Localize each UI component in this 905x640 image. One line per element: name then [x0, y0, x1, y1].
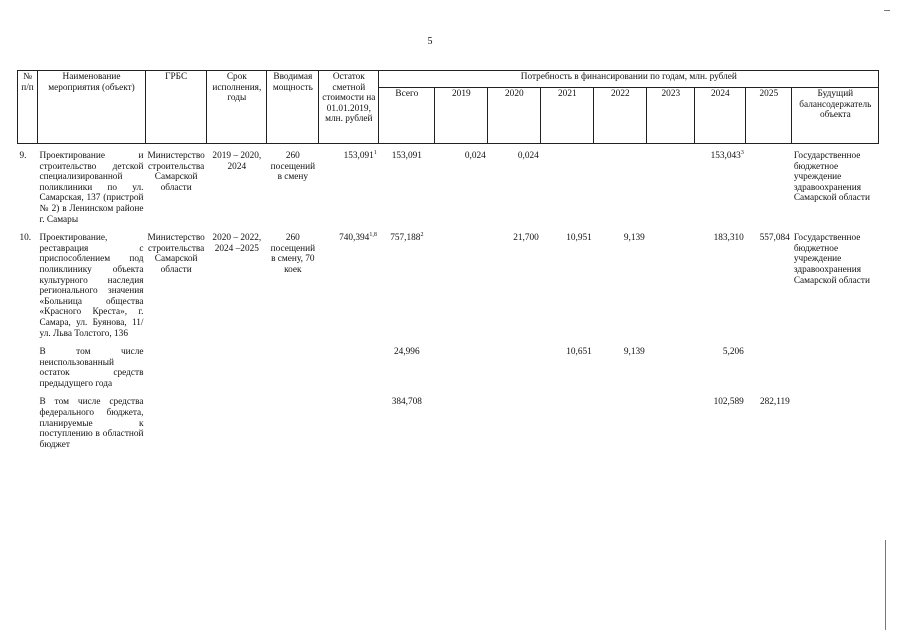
header-total: Всего: [379, 88, 435, 144]
row-total: 757,188$^2$: [390, 232, 424, 244]
row-holder: Государственное бюджетное учреждение здравоохранения Самарской области: [793, 151, 870, 204]
row-capacity: 260 посещений в смену: [270, 151, 316, 183]
row-grbs: [146, 346, 207, 390]
header-year: 2024: [695, 88, 746, 144]
row-total: 384,708: [391, 397, 422, 408]
row-y2020: 0,024: [517, 151, 539, 161]
row-y2022: 9,139: [623, 233, 645, 244]
row-remainder: [319, 346, 379, 390]
row-holder: [792, 346, 879, 390]
header-year: 2025: [746, 88, 792, 144]
row-grbs: Министерство строительства Самарской области: [147, 151, 205, 193]
row-holder: Государственное бюджетное учреждение здравоохранения Самарской области: [793, 233, 870, 286]
row-y2020: [488, 396, 541, 451]
row-y2021: 10,651: [566, 347, 592, 358]
row-num: 10.: [19, 233, 32, 244]
row-y2021: [541, 396, 594, 451]
row-y2019: [435, 346, 488, 390]
row-capacity: [267, 346, 319, 390]
row-y2025: 557,084: [759, 233, 790, 244]
header-year: 2022: [594, 88, 647, 144]
row-y2022: 9,139: [623, 347, 645, 358]
row-grbs: Министерство строительства Самарской области: [147, 233, 205, 275]
table-row: [18, 150, 879, 226]
header-year: 2019: [435, 88, 488, 144]
row-num: 9.: [19, 151, 27, 161]
scan-edge-line: [885, 540, 887, 630]
row-y2025: 282,119: [759, 397, 790, 408]
header-year: 2023: [647, 88, 695, 144]
row-grbs: [146, 396, 207, 451]
row-name: В том числе средства федерального бюджета, планируемые к поступлению в областной бюджет: [39, 397, 144, 450]
row-holder: [792, 396, 879, 451]
header-holder: Будущий балансодержатель объекта: [792, 88, 879, 144]
row-term: [207, 396, 267, 451]
row-name: Проектирование и строительство детской специализированной поликлиники по ул. Самарская, 137 (пристрой № 2) в Ленинском районе г. Самары: [39, 151, 144, 225]
header-year: 2021: [541, 88, 594, 144]
row-y2022: [594, 396, 647, 451]
row-term: [207, 346, 267, 390]
header-remainder: Остаток сметной стоимости на 01.01.2019, млн. рублей: [319, 71, 379, 144]
row-name: Проектирование, реставрация с приспособлением под поликлинику объекта культурного наследия регионального значения «Больница общества «Красного Креста», г. Самара, ул. Буянова, 11/ул. Льва Толстого, 136: [39, 233, 144, 339]
header-num: № п/п: [18, 71, 38, 144]
row-y2019: 0,024: [464, 151, 486, 161]
table-row: [18, 232, 879, 340]
header-year: 2020: [488, 88, 541, 144]
table-row: [18, 346, 879, 390]
row-y2021: 10,951: [566, 233, 592, 244]
row-capacity: 260 посещений в смену, 70 коек: [270, 233, 316, 275]
header-name: Наименование мероприятия (объект): [38, 71, 146, 144]
row-y2020: [488, 346, 541, 390]
row-y2025: [746, 150, 792, 226]
row-term: 2019 – 2020, 2024: [212, 151, 262, 172]
row-num: [18, 396, 38, 451]
row-y2021: [541, 150, 594, 226]
row-name: В том числе неиспользованный остаток средств предыдущего года: [39, 347, 144, 389]
table-row: [18, 396, 879, 451]
scan-edge-mark: [884, 10, 890, 11]
row-y2023: [647, 396, 695, 451]
row-y2019: [435, 232, 488, 340]
header-funding-group: Потребность в финансировании по годам, млн. рублей: [379, 71, 879, 88]
row-y2024: 102,589: [713, 397, 744, 408]
row-remainder: 153,091$^1$: [343, 149, 377, 161]
header-grbs: ГРБС: [146, 71, 207, 144]
row-term: 2020 – 2022, 2024 –2025: [212, 233, 262, 254]
row-y2023: [647, 346, 695, 390]
row-capacity: [267, 396, 319, 451]
row-y2019: [435, 396, 488, 451]
row-y2024: 183,310: [713, 233, 744, 244]
row-total: 24,996: [394, 347, 420, 358]
row-y2025: [746, 346, 792, 390]
row-remainder: [319, 396, 379, 451]
row-total: 153,091: [391, 151, 422, 161]
funding-table: [17, 70, 879, 451]
row-y2022: [594, 150, 647, 226]
row-remainder: 740,394$^{1,8}$: [339, 232, 377, 244]
row-y2020: 21,700: [513, 233, 539, 244]
page-number: 5: [427, 36, 433, 47]
header-capacity: Вводимая мощность: [267, 71, 319, 144]
row-y2024: 153,043$^3$: [710, 149, 744, 161]
row-y2024: 5,206: [722, 347, 744, 358]
row-y2023: [647, 232, 695, 340]
row-y2023: [647, 150, 695, 226]
row-num: [18, 346, 38, 390]
header-term: Срок исполнения, годы: [207, 71, 267, 144]
